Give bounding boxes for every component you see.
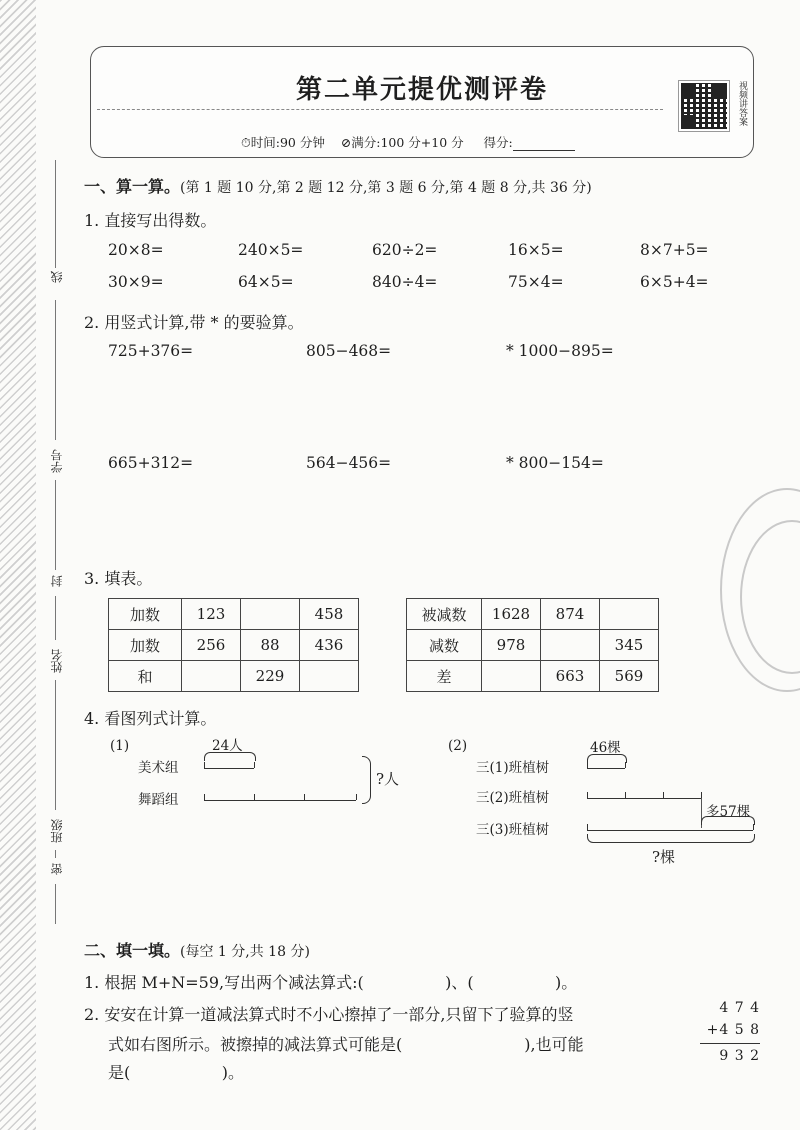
q1-label: 1. 直接写出得数。	[84, 211, 217, 230]
bar-tick	[625, 792, 626, 798]
diagram2-row1-label: 三(1)班植树	[476, 760, 550, 776]
bar-tick	[587, 762, 588, 768]
table-cell[interactable]	[482, 661, 541, 692]
bar-tick	[204, 794, 205, 800]
table-row	[109, 599, 359, 630]
binding-rule	[55, 480, 56, 570]
qr-label: 视频讲答案	[737, 81, 747, 126]
section1-note: (第 1 题 10 分,第 2 题 12 分,第 3 题 6 分,第 4 题 8 分,共 36 分)	[180, 180, 592, 196]
table-cell: 256	[182, 630, 241, 661]
diagram2-top-brace	[587, 754, 627, 763]
s2-q1: 1. 根据 M+N=59,写出两个减法算式:( )、( )。	[84, 973, 578, 992]
binding-rule	[55, 160, 56, 280]
table-cell: 加数	[109, 630, 182, 661]
table-cell: 被减数	[407, 599, 482, 630]
binding-rule	[55, 680, 56, 810]
header-divider	[97, 109, 663, 110]
table-cell[interactable]	[600, 599, 659, 630]
diagram1-dance-bar	[204, 800, 356, 801]
q1-expr: 840÷4=	[372, 273, 438, 291]
exam-header	[90, 46, 754, 158]
page-title: 第二单元提优测评卷	[295, 75, 548, 105]
table-cell: 加数	[109, 599, 182, 630]
bar-tick	[254, 794, 255, 800]
vertical-mid: +4 5 8	[706, 1022, 760, 1038]
q1-expr: 240×5=	[238, 241, 304, 259]
table-cell: 123	[182, 599, 241, 630]
q1-expr: 20×8=	[108, 241, 164, 259]
section2-title: 二、填一填。	[84, 941, 181, 960]
table-cell: 458	[300, 599, 359, 630]
diagram2-class1-bar	[587, 768, 625, 769]
binding-rule	[55, 300, 56, 440]
vertical-bottom: 9 3 2	[719, 1048, 760, 1064]
q1-expr: 8×7+5=	[640, 241, 709, 259]
diagram2-bottom-brace	[587, 834, 755, 843]
diagram1-row2-label: 舞蹈组	[138, 792, 179, 808]
binding-label-student-no: 学号	[48, 446, 65, 476]
section2-heading	[84, 938, 310, 961]
q1-expr: 620÷2=	[372, 241, 438, 259]
diagram2-number: (2)	[448, 738, 468, 754]
q2-expr: 564−456=	[306, 454, 392, 472]
diagram1-right-brace	[362, 756, 371, 804]
table-cell: 569	[600, 661, 659, 692]
exam-meta	[241, 133, 575, 151]
bar-tick	[625, 762, 626, 768]
table-row	[109, 630, 359, 661]
binding-rule	[55, 596, 56, 640]
table-row	[407, 630, 659, 661]
table-cell: 663	[541, 661, 600, 692]
score-blank	[513, 138, 575, 151]
score-label: 得分:	[483, 135, 513, 150]
bar-tick	[587, 792, 588, 798]
table-cell: 1628	[482, 599, 541, 630]
bar-tick	[663, 792, 664, 798]
vertical-rule	[700, 1043, 760, 1044]
binding-rule	[55, 850, 56, 858]
table-cell[interactable]	[241, 599, 300, 630]
table-cell: 345	[600, 630, 659, 661]
binding-label-seal: 封	[48, 572, 65, 590]
diagram1-top-brace	[204, 752, 256, 761]
q2-label: 2. 用竖式计算,带 * 的要验算。	[84, 313, 304, 332]
vertical-top: 4 7 4	[719, 1000, 760, 1016]
diagram2-more-label: 多57棵	[706, 804, 751, 820]
clock-icon: ⏱	[241, 135, 251, 150]
table-cell[interactable]	[541, 630, 600, 661]
table-cell[interactable]	[182, 661, 241, 692]
fill-table-addition	[108, 598, 359, 692]
q1-expr: 16×5=	[508, 241, 564, 259]
section1-heading	[84, 174, 592, 197]
q2-expr: * 1000−895=	[506, 342, 614, 360]
s2-q2-line2: 式如右图所示。被擦掉的减法算式可能是( ),也可能	[108, 1035, 584, 1054]
diagram2-class2-bar	[587, 798, 701, 799]
table-cell[interactable]	[300, 661, 359, 692]
table-cell: 减数	[407, 630, 482, 661]
diagram2-class3-bar	[587, 830, 753, 831]
q1-expr: 64×5=	[238, 273, 294, 291]
q2-expr: * 800−154=	[506, 454, 604, 472]
binding-label-name: 姓名	[48, 646, 65, 676]
bar-tick	[204, 762, 205, 768]
bar-tick	[304, 794, 305, 800]
fill-table-subtraction	[406, 598, 659, 692]
s2-q2-line1: 2. 安安在计算一道减法算式时不小心擦掉了一部分,只留下了验算的竖	[84, 1005, 574, 1024]
bar-tick	[587, 824, 588, 830]
table-cell: 978	[482, 630, 541, 661]
table-row	[407, 599, 659, 630]
s2-q2-line3: 是( )。	[108, 1063, 245, 1082]
q3-label: 3. 填表。	[84, 569, 153, 588]
binding-label-class: 班级	[48, 816, 65, 846]
diagram1-question: ?人	[376, 770, 400, 788]
section2-note: (每空 1 分,共 18 分)	[180, 944, 310, 960]
diagram1-top-label: 24人	[212, 738, 243, 754]
bar-tick	[753, 824, 754, 830]
binding-strip	[0, 0, 36, 1130]
table-cell: 436	[300, 630, 359, 661]
q2-expr: 805−468=	[306, 342, 392, 360]
diagram2-row3-label: 三(3)班植树	[476, 822, 550, 838]
q2-expr: 725+376=	[108, 342, 194, 360]
table-row	[407, 661, 659, 692]
table-cell: 88	[241, 630, 300, 661]
diagram2-question: ?棵	[652, 848, 676, 866]
qr-code-icon	[679, 81, 729, 131]
table-cell: 和	[109, 661, 182, 692]
check-icon: ⊘	[340, 135, 352, 150]
binding-label-line: 线	[48, 268, 65, 286]
section1-title: 一、算一算。	[84, 177, 181, 196]
diagram2-row2-label: 三(2)班植树	[476, 790, 550, 806]
time-limit: 时间:90 分钟	[250, 135, 325, 150]
q1-expr: 6×5+4=	[640, 273, 709, 291]
bar-tick	[356, 794, 357, 800]
bar-tick	[254, 762, 255, 768]
diagram1-art-bar	[204, 768, 254, 769]
q1-expr: 75×4=	[508, 273, 564, 291]
diagram2-top-label: 46棵	[590, 740, 621, 756]
diagram1-row1-label: 美术组	[138, 760, 179, 776]
table-cell: 差	[407, 661, 482, 692]
full-score: 满分:100 分+10 分	[351, 135, 464, 150]
q4-label: 4. 看图列式计算。	[84, 709, 217, 728]
binding-label-secret: 密	[48, 860, 65, 878]
q2-expr: 665+312=	[108, 454, 194, 472]
table-cell: 229	[241, 661, 300, 692]
binding-rule	[55, 884, 56, 924]
q1-expr: 30×9=	[108, 273, 164, 291]
table-row	[109, 661, 359, 692]
diagram1-number: (1)	[110, 738, 130, 754]
table-cell: 874	[541, 599, 600, 630]
